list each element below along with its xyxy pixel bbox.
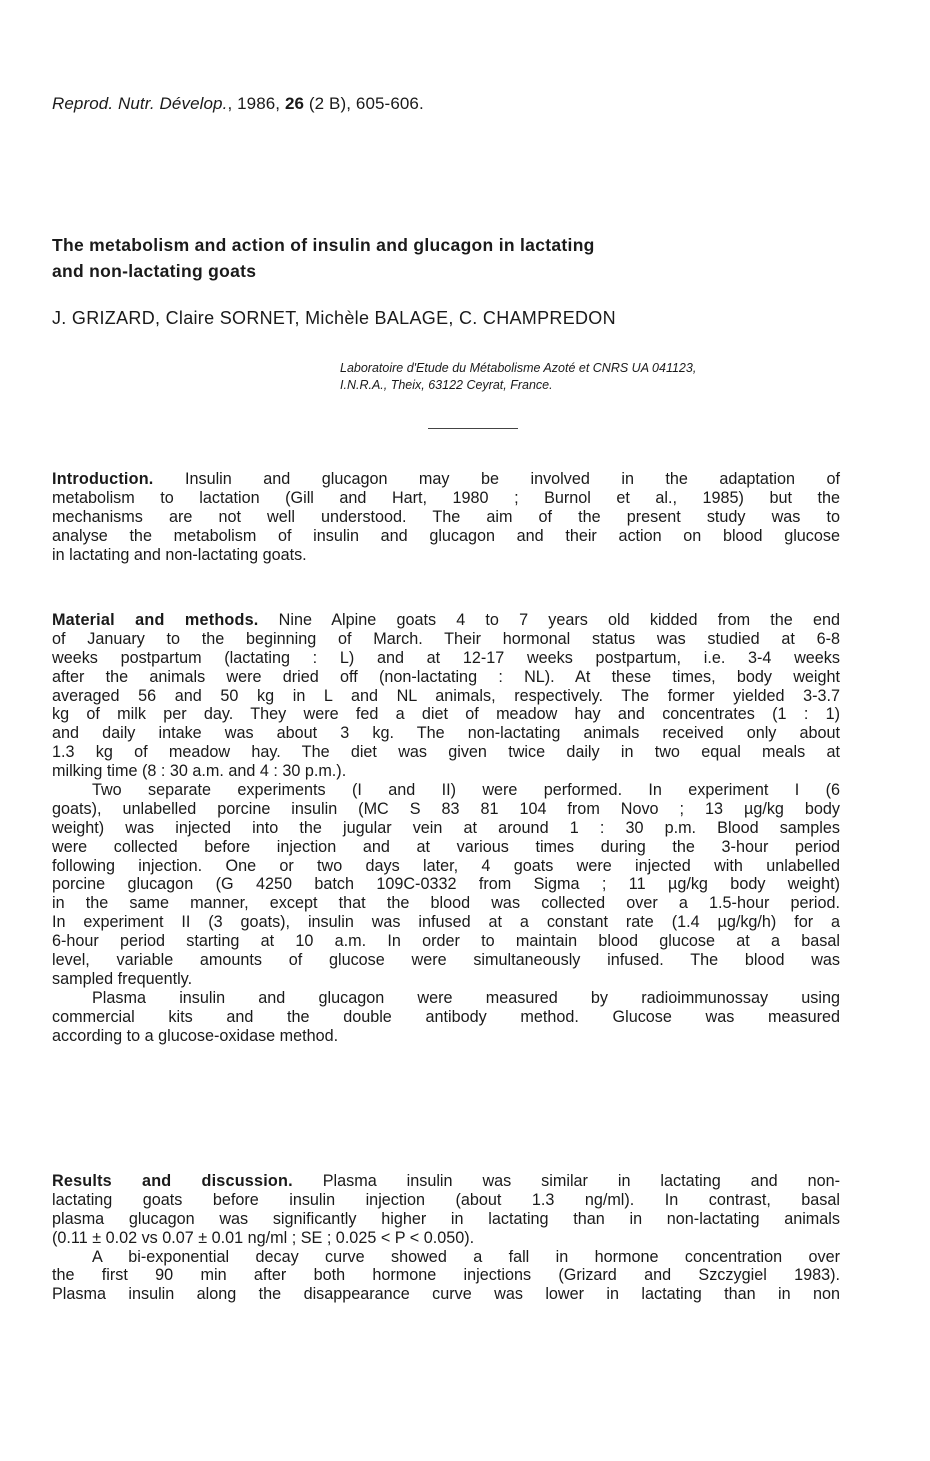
body-line: metabolism to lactation (Gill and Hart, 1980 ; Burnol et al., 1985) but the	[52, 488, 840, 507]
body-line: 1.3 kg of meadow hay. The diet was given twice daily in two equal meals at	[52, 743, 840, 762]
affiliation-line: I.N.R.A., Theix, 63122 Ceyrat, France.	[340, 378, 553, 392]
separator-rule	[428, 428, 518, 429]
body-line: the first 90 min after both hormone injections (Grizard and Szczygiel 1983).	[52, 1266, 840, 1285]
body-line: milking time (8 : 30 a.m. and 4 : 30 p.m.).	[52, 762, 347, 781]
body-line: weeks postpartum (lactating : L) and at 12-17 weeks postpartum, i.e. 3-4 weeks	[52, 648, 840, 667]
body-line: Plasma insulin along the disappearance curve was lower in lactating than in non	[52, 1285, 840, 1304]
body-line: and daily intake was about 3 kg. The non-lactating animals received only about	[52, 724, 840, 743]
body-line: after the animals were dried off (non-lactating : NL). At these times, body weight	[52, 667, 840, 686]
body-line	[52, 470, 840, 489]
body-line: (0.11 ± 0.02 vs 0.07 ± 0.01 ng/ml ; SE ; 0.025 < P < 0.050).	[52, 1228, 475, 1247]
results-section	[52, 1172, 840, 1304]
body-line: kg of milk per day. They were fed a diet of meadow hay and concentrates (1 : 1)	[52, 705, 840, 724]
body-line: analyse the metabolism of insulin and glucagon and their action on blood glucose	[52, 526, 840, 545]
body-line: in lactating and non-lactating goats.	[52, 545, 307, 564]
title-line: and non-lactating goats	[52, 261, 257, 281]
citation-volume: 26	[284, 94, 305, 113]
body-line: following injection. One or two days later, 4 goats were injected with unlabelled	[52, 856, 840, 875]
body-line: porcine glucagon (G 4250 batch 109C-0332 from Sigma ; 11 µg/kg body weight)	[52, 875, 840, 894]
body-line	[52, 1172, 840, 1191]
body-line: weight) was injected into the jugular vein at around 1 : 30 p.m. Blood samples	[52, 818, 840, 837]
body-line: plasma glucagon was significantly higher in lactating than in non-lactating animals	[52, 1209, 840, 1228]
journal-name: Reprod. Nutr. Dévelop.	[52, 94, 228, 113]
body-line: level, variable amounts of glucose were simultaneously infused. The blood was	[52, 951, 840, 970]
body-line: goats), unlabelled porcine insulin (MC S 83 81 104 from Novo ; 13 µg/kg body	[52, 799, 840, 818]
body-line: lactating goats before insulin injection (about 1.3 ng/ml). In contrast, basal	[52, 1190, 840, 1209]
body-text: Plasma insulin was similar in lactating and non-	[292, 1172, 840, 1190]
body-text: Nine Alpine goats 4 to 7 years old kidded from the end	[258, 611, 840, 629]
body-line: of January to the beginning of March. Their hormonal status was studied at 6-8	[52, 629, 840, 648]
introduction-section	[52, 470, 840, 564]
material-methods-section	[52, 611, 840, 1045]
body-text: Insulin and glucagon may be involved in the adaptation of	[153, 470, 840, 488]
body-line: In experiment II (3 goats), insulin was infused at a constant rate (1.4 µg/kg/h) for a	[52, 913, 840, 932]
body-line: sampled frequently.	[52, 969, 193, 988]
body-line: 6-hour period starting at 10 a.m. In order to maintain blood glucose at a basal	[52, 932, 840, 951]
body-line: according to a glucose-oxidase method.	[52, 1026, 339, 1045]
section-heading: Results and discussion.	[52, 1172, 293, 1190]
citation-separator: ,	[227, 94, 233, 113]
citation-issue-pages: (2 B), 605-606.	[308, 94, 424, 113]
body-line: in the same manner, except that the blood was collected over a 1.5-hour period.	[52, 894, 840, 913]
body-line: Plasma insulin and glucagon were measured by radioimmunossay using	[92, 988, 840, 1007]
section-heading: Introduction.	[52, 470, 154, 488]
citation-year: 1986,	[237, 94, 281, 113]
journal-citation	[52, 94, 424, 114]
affiliation-line: Laboratoire d'Etude du Métabolisme Azoté et CNRS UA 041123,	[340, 361, 697, 375]
body-line: commercial kits and the double antibody method. Glucose was measured	[52, 1007, 840, 1026]
title-line: The metabolism and action of insulin and glucagon in lactating	[52, 235, 595, 255]
body-line: Two separate experiments (I and II) were performed. In experiment I (6	[92, 781, 840, 800]
body-line: were collected before injection and at various times during the 3-hour period	[52, 837, 840, 856]
body-line	[52, 611, 840, 630]
paper-title	[52, 232, 812, 284]
author-list: J. GRIZARD, Claire SORNET, Michèle BALAGE, C. CHAMPREDON	[52, 308, 616, 328]
body-line: mechanisms are not well understood. The aim of the present study was to	[52, 507, 840, 526]
section-heading: Material and methods.	[52, 611, 259, 629]
body-line: averaged 56 and 50 kg in L and NL animals, respectively. The former yielded 3-3.7	[52, 686, 840, 705]
affiliation	[340, 360, 696, 394]
body-line: A bi-exponential decay curve showed a fall in hormone concentration over	[92, 1247, 840, 1266]
